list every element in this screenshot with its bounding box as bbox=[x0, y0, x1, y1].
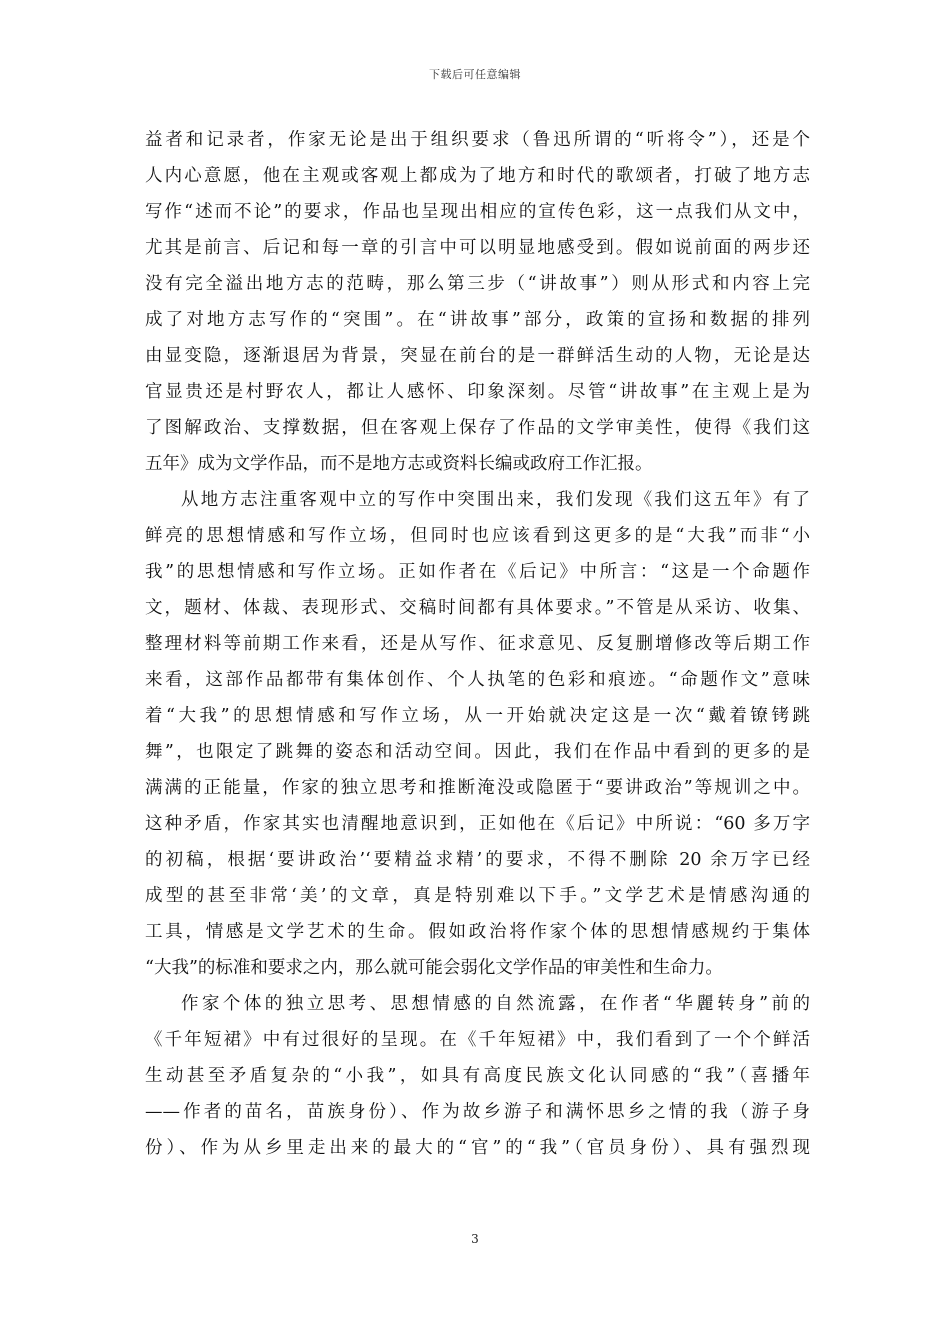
text-line: 官显贵还是村野农人，都让人感怀、印象深刻。尽管“讲故事”在主观上是为 bbox=[145, 382, 810, 402]
text-line: 文，题材、体裁、表现形式、交稿时间都有具体要求。”不管是从采访、收集、 bbox=[145, 598, 810, 618]
text-line: 人内心意愿，他在主观或客观上都成为了地方和时代的歌颂者，打破了地方志 bbox=[145, 166, 810, 186]
body-text bbox=[145, 122, 810, 1166]
text-line: 成了对地方志写作的“突围”。在“讲故事”部分，政策的宣扬和数据的排列 bbox=[145, 310, 810, 330]
text-line: 作家个体的独立思考、思想情感的自然流露，在作者“华麗转身”前的 bbox=[181, 994, 810, 1014]
text-line: 我”的思想情感和写作立场。正如作者在《后记》中所言：“这是一个命题作 bbox=[145, 562, 810, 582]
text-line: “大我”的标准和要求之内，那么就可能会弱化文学作品的审美性和生命力。 bbox=[145, 958, 723, 978]
text-line: 五年》成为文学作品，而不是地方志或资料长编或政府工作汇报。 bbox=[145, 454, 653, 474]
text-line: 来看，这部作品都带有集体创作、个人执笔的色彩和痕迹。“命题作文”意味 bbox=[145, 670, 810, 690]
page-number: 3 bbox=[471, 1232, 479, 1246]
text-line: 由显变隐，逐渐退居为背景，突显在前台的是一群鲜活生动的人物，无论是达 bbox=[145, 346, 810, 366]
text-line: 着“大我”的思想情感和写作立场，从一开始就决定这是一次“戴着镣铐跳 bbox=[145, 706, 810, 726]
text-line: 满满的正能量，作家的独立思考和推断淹没或隐匿于“要讲政治”等规训之中。 bbox=[145, 778, 810, 798]
text-line: 的初稿，根据‘要讲政治’‘要精益求精’的要求，不得不删除 20 余万字已经 bbox=[145, 850, 810, 870]
text-line: 写作“述而不论”的要求，作品也呈现出相应的宣传色彩，这一点我们从文中， bbox=[145, 202, 810, 222]
text-line: 整理材料等前期工作来看，还是从写作、征求意见、反复删增修改等后期工作 bbox=[145, 634, 810, 654]
text-line: 生动甚至矛盾复杂的“小我”，如具有高度民族文化认同感的“我”（喜播年 bbox=[145, 1066, 810, 1086]
text-line: 从地方志注重客观中立的写作中突围出来，我们发现《我们这五年》有了 bbox=[181, 490, 810, 510]
text-line: 这种矛盾，作家其实也清醒地意识到，正如他在《后记》中所说：“60 多万字 bbox=[145, 814, 810, 834]
text-line: 份）、作为从乡里走出来的最大的“官”的“我”（官员身份）、具有强烈现 bbox=[145, 1138, 810, 1158]
text-line: 舞”，也限定了跳舞的姿态和活动空间。因此，我们在作品中看到的更多的是 bbox=[145, 742, 810, 762]
text-line: 鲜亮的思想情感和写作立场，但同时也应该看到这更多的是“大我”而非“小 bbox=[145, 526, 810, 546]
text-line: 《千年短裙》中有过很好的呈现。在《千年短裙》中，我们看到了一个个鲜活 bbox=[145, 1030, 810, 1050]
text-line: ——作者的苗名，苗族身份）、作为故乡游子和满怀思乡之情的我（游子身 bbox=[145, 1102, 810, 1122]
text-line: 成型的甚至非常‘美’的文章，真是特别难以下手。”文学艺术是情感沟通的 bbox=[145, 886, 810, 906]
text-line: 了图解政治、支撑数据，但在客观上保存了作品的文学审美性，使得《我们这 bbox=[145, 418, 810, 438]
text-line: 没有完全溢出地方志的范畴，那么第三步（“讲故事”）则从形式和内容上完 bbox=[145, 274, 810, 294]
text-line: 工具，情感是文学艺术的生命。假如政治将作家个体的思想情感规约于集体 bbox=[145, 922, 810, 942]
text-line: 益者和记录者，作家无论是出于组织要求（鲁迅所谓的“听将令”），还是个 bbox=[145, 130, 810, 150]
page-header: 下载后可任意编辑 bbox=[429, 68, 521, 81]
text-line: 尤其是前言、后记和每一章的引言中可以明显地感受到。假如说前面的两步还 bbox=[145, 238, 810, 258]
